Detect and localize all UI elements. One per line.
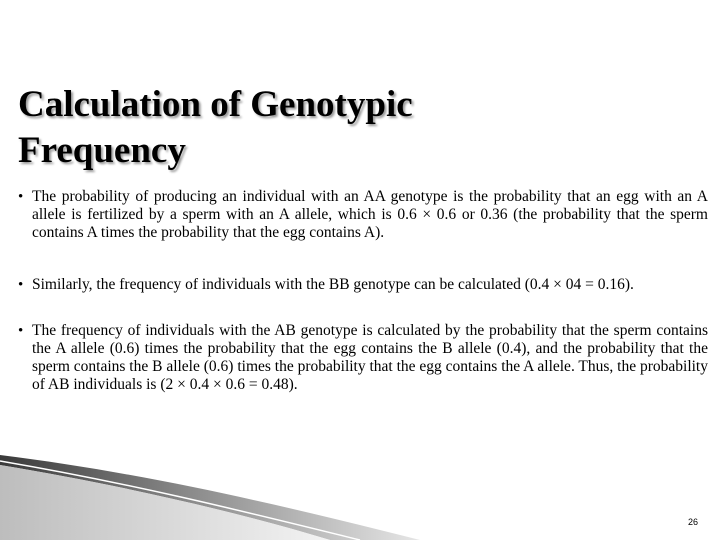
slide-title-line-2: Frequency [18,130,186,171]
bullet-dot-icon: • [18,189,24,205]
slide-title-line-1: Calculation of Genotypic [18,84,413,125]
slide-title [18,82,618,174]
swoosh-light [0,465,330,540]
page-number: 26 [688,517,699,527]
bullet-item [18,322,708,394]
bullet-text: The probability of producing an individual with an AA genotype is the probability that an egg with an A allele is fertilized by a sperm with an A allele, which is 0.6 × 0.6 or 0.36 (the probability that the sperm contains A times the probability that the egg contains A). [32,188,708,241]
bullet-text: Similarly, the frequency of individuals with the BB genotype can be calculated (0.4 × 04 = 0.16). [32,276,634,293]
bullet-list [18,188,708,394]
bullet-item [18,276,708,294]
footer-swoosh-decoration [0,455,720,540]
bullet-item [18,188,708,242]
bullet-dot-icon: • [18,323,24,339]
bullet-text: The frequency of individuals with the AB genotype is calculated by the probability that the sperm contains the A allele (0.6) times the probability that the egg contains the B allele (0.4), and the probability that the sperm contains the B allele (0.6) times the probability that the egg contains the A allele. Thus, the probability of AB individuals is (2 × 0.4 × 0.6 = 0.48). [32,322,708,393]
bullet-dot-icon: • [18,277,24,293]
